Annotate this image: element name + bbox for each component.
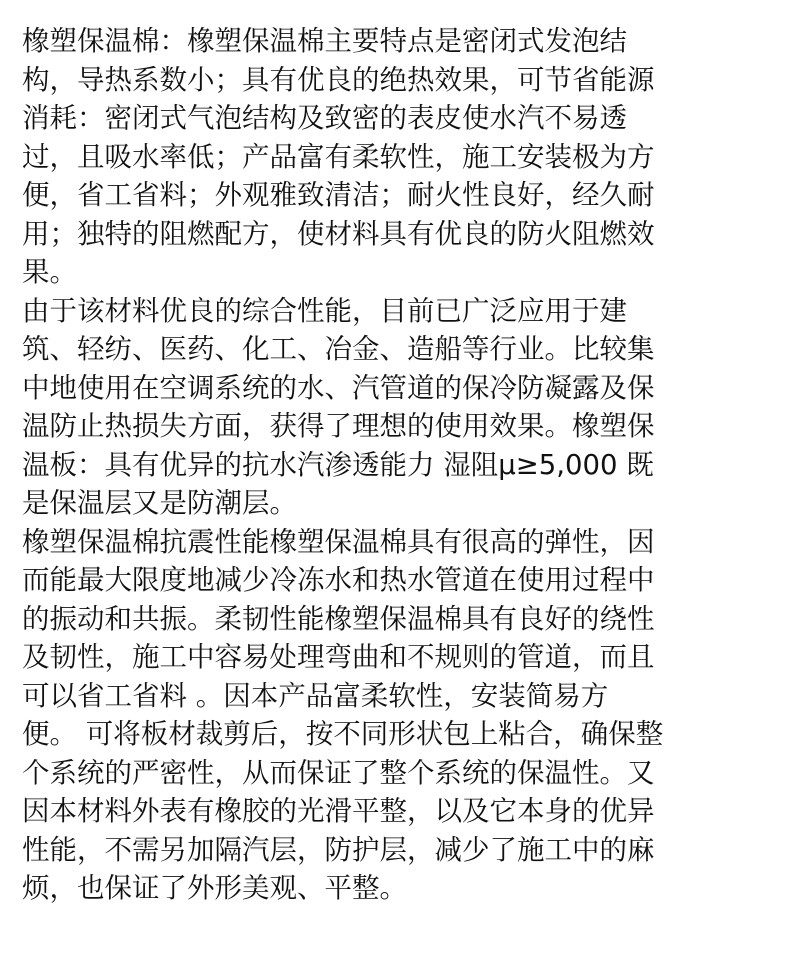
paragraph-performance: [22, 523, 774, 908]
text-line: 过，且吸水率低；产品富有柔软性，施工安装极为方: [22, 140, 655, 173]
text-line: 筑、轻纺、医药、化工、冶金、造船等行业。比较集: [22, 333, 655, 365]
text-line: 温防止热损失方面，获得了理想的使用效果。橡塑保: [22, 410, 655, 442]
text-line: 由于该材料优良的综合性能，目前已广泛应用于建: [22, 294, 627, 327]
text-line: 中地使用在空调系统的水、汽管道的保冷防凝露及保: [22, 371, 655, 404]
text-line: 便，省工省料；外观雅致清洁；耐火性良好，经久耐: [22, 179, 655, 211]
text-line: 构，导热系数小；具有优良的绝热效果，可节省能源: [22, 63, 655, 96]
text-line: 的振动和共振。柔韧性能橡塑保温棉具有良好的绕性: [22, 602, 655, 635]
text-line: 而能最大限度地减少冷冻水和热水管道在使用过程中: [22, 564, 655, 596]
text-line: 及韧性，施工中容易处理弯曲和不规则的管道，而且: [22, 641, 655, 673]
text-line: 橡塑保温棉抗震性能橡塑保温棉具有很高的弹性，因: [22, 525, 655, 558]
text-line: 果。: [22, 256, 77, 288]
text-line: 温板：具有优异的抗水汽渗透能力 湿阻μ≥5,000 既: [22, 448, 654, 481]
text-line: 可以省工省料 。因本产品富柔软性，安装简易方: [22, 679, 609, 712]
document-body: [22, 22, 774, 908]
text-line: 个系统的严密性，从而保证了整个系统的保温性。又: [22, 756, 655, 789]
text-line: 便。 可将板材裁剪后，按不同形状包上粘合，确保整: [22, 718, 664, 750]
text-line: 性能，不需另加隔汽层，防护层，减少了施工中的麻: [22, 833, 655, 866]
text-line: 因本材料外表有橡胶的光滑平整，以及它本身的优异: [22, 795, 655, 827]
text-line: 用；独特的阻燃配方，使材料具有优良的防火阻燃效: [22, 217, 655, 250]
paragraph-applications: [22, 292, 774, 523]
text-line: 橡塑保温棉：橡塑保温棉主要特点是密闭式发泡结: [22, 25, 627, 57]
text-line: 是保温层又是防潮层。: [22, 487, 297, 519]
text-line: 烦，也保证了外形美观、平整。: [22, 872, 407, 904]
paragraph-features: [22, 22, 774, 292]
text-line: 消耗：密闭式气泡结构及致密的表皮使水汽不易透: [22, 102, 627, 134]
